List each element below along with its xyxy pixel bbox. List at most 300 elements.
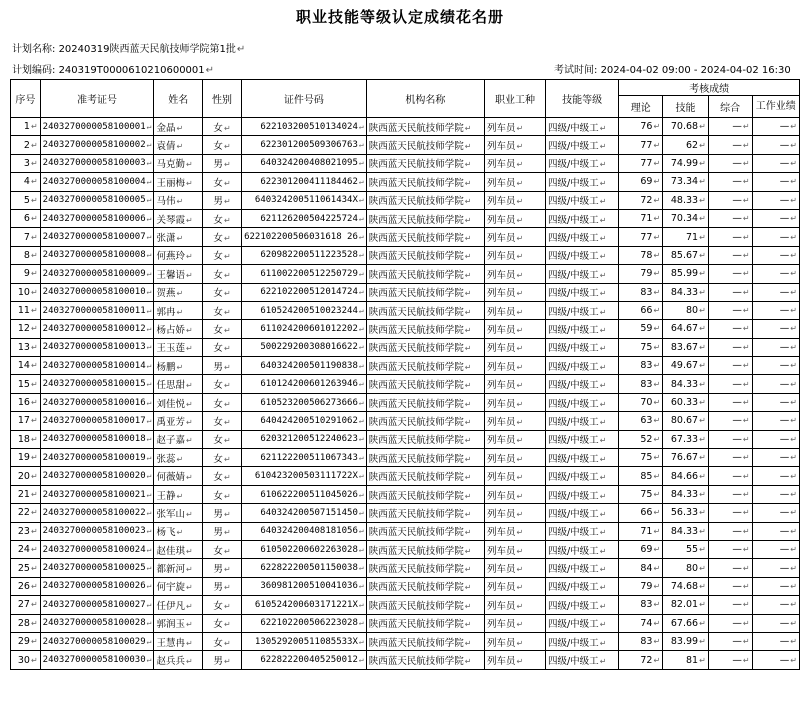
cell-theory-text: 59 ↵ [640,323,660,334]
cell-ticket-text: 2403270000058100024 ↵ [43,545,152,555]
cell-theory [619,320,663,338]
cell-overall [708,430,752,448]
header-results: 考核成绩 [619,80,800,96]
cell-job [485,559,546,577]
cell-gender [202,522,241,540]
cell-gender [202,504,241,522]
cell-job-text: 列车员 ↵ [487,582,523,593]
cell-gender [202,283,241,301]
cell-gender-text: 男 ↵ [213,564,230,575]
cell-name-text: 任伊凡 ↵ [156,601,192,612]
cell-job-text: 列车员 ↵ [487,141,523,152]
cell-name-text: 杨占娇 ↵ [156,325,192,336]
cell-job-text: 列车员 ↵ [487,472,523,483]
cell-work [752,559,799,577]
cell-theory [619,136,663,154]
cell-id-text: 620321200512240623 ↵ [260,434,363,444]
cell-ticket-text: 2403270000058100019 ↵ [43,453,152,463]
cell-org-text: 陕西蓝天民航技师学院 ↵ [369,178,472,189]
cell-job-text: 列车员 ↵ [487,546,523,557]
cell-id-text: 622102200512014724 ↵ [260,287,363,297]
cell-name-text: 何宇旋 ↵ [156,582,192,593]
cell-work-text: — ↵ [780,323,797,334]
cell-ticket-text: 2403270000058100017 ↵ [43,416,152,426]
cell-seq-text: 3 ↵ [24,158,38,169]
cell-ticket [40,375,154,393]
cell-name [154,228,203,246]
cell-theory [619,522,663,540]
table-row [11,265,800,283]
cell-theory [619,430,663,448]
cell-id [242,559,367,577]
table-row [11,301,800,319]
cell-work [752,485,799,503]
cell-job-text: 列车员 ↵ [487,196,523,207]
cell-seq-text: 27 ↵ [18,599,38,610]
cell-overall-text: — ↵ [732,636,749,647]
cell-overall [708,173,752,191]
cell-gender [202,173,241,191]
cell-org-text: 陕西蓝天民航技师学院 ↵ [369,509,472,520]
cell-name [154,559,203,577]
cell-work [752,191,799,209]
cell-seq-text: 21 ↵ [18,489,38,500]
table-row [11,412,800,430]
cell-work-text: — ↵ [780,213,797,224]
table-row [11,357,800,375]
cell-skill [663,393,709,411]
cell-skill-text: 81 ↵ [686,655,706,666]
cell-name-text: 张潇 ↵ [156,233,183,244]
cell-theory-text: 83 ↵ [640,636,660,647]
cell-job [485,283,546,301]
cell-level [545,357,618,375]
cell-org [366,154,484,172]
cell-name-text: 王玉莲 ↵ [156,343,192,354]
cell-skill [663,228,709,246]
table-row [11,173,800,191]
cell-theory [619,338,663,356]
cell-name-text: 何薇婧 ↵ [156,472,192,483]
cell-seq-text: 10 ↵ [18,287,38,298]
cell-work [752,338,799,356]
cell-id-text: 610524200603171221X ↵ [255,600,364,610]
cell-ticket [40,357,154,375]
cell-theory [619,504,663,522]
cell-job-text: 列车员 ↵ [487,233,523,244]
cell-level [545,393,618,411]
header-id: 证件号码 [242,80,367,118]
cell-level [545,154,618,172]
cell-overall [708,320,752,338]
cell-skill-text: 80.67 ↵ [671,415,706,426]
cell-id-text: 622301200509306763 ↵ [260,140,363,150]
cell-gender [202,191,241,209]
cell-seq [11,632,41,650]
cell-org [366,283,484,301]
cell-ticket [40,412,154,430]
cell-ticket [40,338,154,356]
cell-org-text: 陕西蓝天民航技师学院 ↵ [369,362,472,373]
cell-gender-text: 女 ↵ [213,546,230,557]
cell-theory [619,173,663,191]
cell-org [366,173,484,191]
cell-theory [619,577,663,595]
cell-id-text: 610423200503111722X ↵ [255,471,364,481]
cell-theory [619,209,663,227]
cell-work [752,522,799,540]
cell-theory [619,632,663,650]
cell-skill [663,596,709,614]
cell-name-text: 马伟 ↵ [156,196,183,207]
cell-theory-text: 75 ↵ [640,342,660,353]
cell-gender-text: 女 ↵ [213,123,230,134]
cell-theory-text: 75 ↵ [640,452,660,463]
cell-seq-text: 23 ↵ [18,526,38,537]
cell-skill [663,430,709,448]
cell-level [545,301,618,319]
cell-gender-text: 男 ↵ [213,159,230,170]
cell-ticket [40,228,154,246]
cell-org-text: 陕西蓝天民航技师学院 ↵ [369,288,472,299]
cell-seq [11,173,41,191]
cell-job [485,118,546,136]
cell-overall [708,393,752,411]
cell-level-text: 四级/中级工 ↵ [548,509,606,520]
cell-gender [202,375,241,393]
cell-skill [663,559,709,577]
cell-skill-text: 49.67 ↵ [671,360,706,371]
cell-theory [619,540,663,558]
cell-ticket [40,540,154,558]
cell-org [366,301,484,319]
cell-org-text: 陕西蓝天民航技师学院 ↵ [369,417,472,428]
cell-theory-text: 69 ↵ [640,544,660,555]
cell-name-text: 刘佳悦 ↵ [156,399,192,410]
cell-id-text: 640424200510291062 ↵ [260,416,363,426]
cell-theory [619,375,663,393]
cell-skill-text: 83.99 ↵ [671,636,706,647]
cell-gender-text: 女 ↵ [213,141,230,152]
cell-overall-text: — ↵ [732,618,749,629]
cell-seq-text: 17 ↵ [18,415,38,426]
cell-overall-text: — ↵ [732,158,749,169]
cell-name [154,504,203,522]
cell-name-text: 金晶 ↵ [156,123,183,134]
cell-gender-text: 女 ↵ [213,454,230,465]
cell-theory-text: 71 ↵ [640,213,660,224]
cell-ticket [40,430,154,448]
cell-id [242,191,367,209]
cell-level-text: 四级/中级工 ↵ [548,564,606,575]
cell-gender-text: 女 ↵ [213,472,230,483]
cell-skill-text: 56.33 ↵ [671,507,706,518]
cell-ticket [40,449,154,467]
cell-id-text: 360981200510041036 ↵ [260,581,363,591]
cell-id-text: 622822200405250012 ↵ [260,655,363,665]
cell-skill-text: 84.33 ↵ [671,379,706,390]
cell-work-text: — ↵ [780,232,797,243]
cell-seq-text: 22 ↵ [18,507,38,518]
table-row [11,651,800,669]
cell-level [545,504,618,522]
cell-job-text: 列车员 ↵ [487,638,523,649]
cell-name [154,338,203,356]
cell-job [485,651,546,669]
cell-seq-text: 30 ↵ [18,655,38,666]
cell-theory-text: 79 ↵ [640,268,660,279]
cell-id [242,246,367,264]
cell-job-text: 列车员 ↵ [487,399,523,410]
cell-job-text: 列车员 ↵ [487,491,523,502]
cell-gender-text: 女 ↵ [213,380,230,391]
cell-skill [663,651,709,669]
table-row [11,596,800,614]
cell-gender [202,467,241,485]
cell-job [485,632,546,650]
cell-org-text: 陕西蓝天民航技师学院 ↵ [369,472,472,483]
plan-code-label: 计划编码: [12,65,56,76]
cell-org-text: 陕西蓝天民航技师学院 ↵ [369,123,472,134]
cell-work-text: — ↵ [780,397,797,408]
cell-level [545,540,618,558]
cell-skill [663,154,709,172]
cell-skill [663,265,709,283]
cell-id [242,651,367,669]
cell-seq [11,301,41,319]
cell-seq [11,430,41,448]
cell-seq [11,283,41,301]
cell-org [366,485,484,503]
cell-skill-text: 55 ↵ [686,544,706,555]
cell-work [752,577,799,595]
cell-org-text: 陕西蓝天民航技师学院 ↵ [369,159,472,170]
cell-name [154,357,203,375]
cell-skill-text: 48.33 ↵ [671,195,706,206]
cell-level-text: 四级/中级工 ↵ [548,233,606,244]
cell-ticket [40,504,154,522]
cell-job [485,449,546,467]
cell-gender-text: 女 ↵ [213,343,230,354]
cell-skill [663,540,709,558]
cell-ticket-text: 2403270000058100009 ↵ [43,269,152,279]
cell-id [242,504,367,522]
cell-org-text: 陕西蓝天民航技师学院 ↵ [369,582,472,593]
table-row [11,522,800,540]
cell-work [752,375,799,393]
cell-job [485,467,546,485]
cell-id-text: 622102200506223028 ↵ [260,618,363,628]
cell-org [366,632,484,650]
cell-job-text: 列车员 ↵ [487,362,523,373]
cell-seq [11,412,41,430]
cell-gender-text: 女 ↵ [213,601,230,612]
cell-org-text: 陕西蓝天民航技师学院 ↵ [369,307,472,318]
table-row [11,540,800,558]
cell-level-text: 四级/中级工 ↵ [548,435,606,446]
cell-ticket [40,596,154,614]
cell-level-text: 四级/中级工 ↵ [548,638,606,649]
header-ticket: 准考证号 [40,80,154,118]
cell-overall [708,301,752,319]
cell-theory-text: 76 ↵ [640,121,660,132]
cell-gender-text: 女 ↵ [213,178,230,189]
cell-id [242,449,367,467]
cell-name [154,577,203,595]
cell-ticket-text: 2403270000058100011 ↵ [43,306,152,316]
cell-gender-text: 女 ↵ [213,325,230,336]
cell-name-text: 都新河 ↵ [156,564,192,575]
cell-org-text: 陕西蓝天民航技师学院 ↵ [369,343,472,354]
cell-name-text: 王慧冉 ↵ [156,638,192,649]
cell-overall [708,136,752,154]
cell-overall [708,651,752,669]
cell-theory [619,246,663,264]
cell-level-text: 四级/中级工 ↵ [548,546,606,557]
cell-overall-text: — ↵ [732,195,749,206]
cell-id-text: 610124200601263946 ↵ [260,379,363,389]
cell-overall [708,338,752,356]
cell-name-text: 张蕊 ↵ [156,454,183,465]
cell-work [752,283,799,301]
cell-work-text: — ↵ [780,195,797,206]
cell-level [545,412,618,430]
cell-seq [11,504,41,522]
cell-id-text: 640324200408181056 ↵ [260,526,363,536]
table-row [11,559,800,577]
cell-overall [708,540,752,558]
cell-work-text: — ↵ [780,250,797,261]
cell-theory-text: 79 ↵ [640,581,660,592]
cell-level-text: 四级/中级工 ↵ [548,215,606,226]
cell-name [154,430,203,448]
cell-overall [708,357,752,375]
cell-id-text: 640324200408021095 ↵ [260,158,363,168]
cell-work [752,504,799,522]
cell-org-text: 陕西蓝天民航技师学院 ↵ [369,233,472,244]
cell-ticket [40,136,154,154]
cell-job [485,154,546,172]
cell-skill [663,412,709,430]
cell-overall [708,596,752,614]
cell-name [154,596,203,614]
cell-work-text: — ↵ [780,268,797,279]
cell-overall [708,412,752,430]
cell-org [366,246,484,264]
cell-overall [708,449,752,467]
cell-skill-text: 80 ↵ [686,305,706,316]
cell-skill [663,522,709,540]
cell-seq-text: 2 ↵ [24,140,38,151]
cell-name [154,540,203,558]
cell-ticket [40,191,154,209]
cell-skill-text: 74.68 ↵ [671,581,706,592]
cell-name [154,412,203,430]
cell-org [366,136,484,154]
cell-gender-text: 女 ↵ [213,270,230,281]
cell-id [242,632,367,650]
cell-seq [11,485,41,503]
cell-level-text: 四级/中级工 ↵ [548,288,606,299]
cell-id [242,430,367,448]
cell-gender [202,651,241,669]
cell-ticket [40,173,154,191]
cell-id [242,357,367,375]
cell-job-text: 列车员 ↵ [487,251,523,262]
cell-id-text: 640324200501190838 ↵ [260,361,363,371]
cell-gender [202,357,241,375]
cell-job [485,357,546,375]
cell-job [485,412,546,430]
cell-overall-text: — ↵ [732,434,749,445]
cell-job-text: 列车员 ↵ [487,435,523,446]
cell-gender [202,320,241,338]
cell-name [154,301,203,319]
cell-seq [11,577,41,595]
cell-theory-text: 69 ↵ [640,176,660,187]
cell-level [545,577,618,595]
cell-ticket [40,485,154,503]
cell-theory [619,283,663,301]
cell-level [545,191,618,209]
cell-org [366,393,484,411]
cell-seq [11,357,41,375]
cell-theory [619,467,663,485]
cell-seq [11,246,41,264]
cell-seq [11,154,41,172]
cell-ticket [40,393,154,411]
cell-seq-text: 4 ↵ [24,176,38,187]
cell-job-text: 列车员 ↵ [487,527,523,538]
cell-org [366,320,484,338]
cell-name [154,393,203,411]
header-name: 姓名 [154,80,203,118]
cell-ticket [40,209,154,227]
cell-work [752,154,799,172]
cell-overall-text: — ↵ [732,655,749,666]
cell-overall [708,577,752,595]
cell-work-text: — ↵ [780,305,797,316]
cell-gender-text: 女 ↵ [213,491,230,502]
cell-work-text: — ↵ [780,507,797,518]
cell-level-text: 四级/中级工 ↵ [548,307,606,318]
cell-work [752,136,799,154]
cell-skill [663,449,709,467]
header-skill: 技能 [663,96,709,118]
cell-name [154,191,203,209]
cell-overall-text: — ↵ [732,213,749,224]
cell-job [485,338,546,356]
cell-overall-text: — ↵ [732,544,749,555]
cell-skill [663,338,709,356]
cell-org-text: 陕西蓝天民航技师学院 ↵ [369,435,472,446]
cell-level [545,246,618,264]
cell-overall-text: — ↵ [732,452,749,463]
cell-seq [11,338,41,356]
cell-work [752,449,799,467]
cell-skill-text: 85.99 ↵ [671,268,706,279]
cell-seq [11,191,41,209]
cell-work [752,246,799,264]
cell-ticket-text: 2403270000058100018 ↵ [43,434,152,444]
cell-id-text: 622301200411184462 ↵ [260,177,363,187]
cell-job [485,485,546,503]
cell-overall-text: — ↵ [732,471,749,482]
cell-work-text: — ↵ [780,526,797,537]
cell-name [154,614,203,632]
table-row [11,577,800,595]
cell-gender-text: 女 ↵ [213,288,230,299]
